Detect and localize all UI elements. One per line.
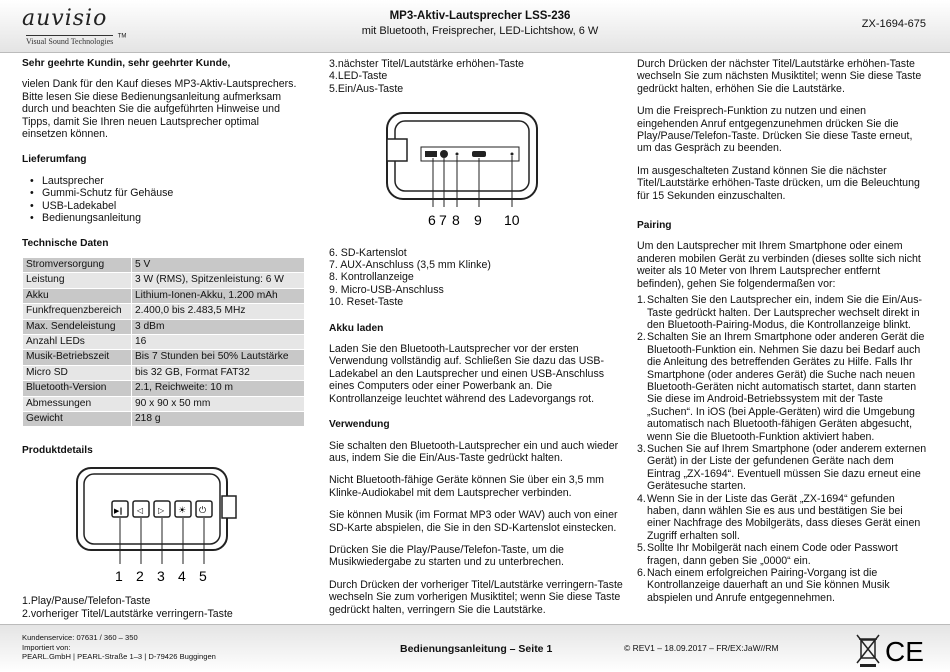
fig1-label-2: 2	[136, 567, 144, 584]
list-item: 5.Ein/Aus-Taste	[329, 82, 404, 95]
greeting: Sehr geehrte Kundin, sehr geehrter Kunde,	[22, 58, 231, 69]
verwendung-heading: Verwendung	[329, 419, 390, 431]
list-item: 4.LED-Taste	[329, 70, 388, 83]
pairing-heading: Pairing	[637, 220, 672, 232]
spec-key: Stromversorgung	[23, 257, 132, 272]
verwendung-p2: Nicht Bluetooth-fähige Geräte können Sie über ein 3,5 mm Klinke-Audiokabel mit dem Lautsprecher verbinden.	[329, 474, 605, 499]
text-p3: Im ausgeschalteten Zustand können Sie die nächster Titel/Lautstärke erhöhen-Taste drücken, um die Beleuchtung für 15 Sekunden einzuschalten.	[637, 164, 920, 202]
fig2-label-9: 9	[474, 212, 482, 229]
document-subtitle: mit Bluetooth, Freisprecher, LED-Lichtshow, 6 W	[361, 25, 599, 37]
pairing-intro: Um den Lautsprecher mit Ihrem Smartphone oder einem anderen mobilen Gerät zu verbinden (dieses sollte sich nicht weiter als 10 Meter von Ihrem Lautsprecher entfernt befinden), gehen Sie folgendermaßen vor:	[637, 240, 921, 290]
spec-value: 2.400,0 bis 2.483,5 MHz	[132, 304, 305, 319]
spec-key: Musik-Betriebszeit	[23, 350, 132, 365]
verwendung-p5: Durch Drücken der vorheriger Titel/Lautstärke verringern-Taste wechseln Sie zum vorherigen Musiktitel; wenn Sie diese Taste gedrückt halten, verringern Sie die Lautstärke.	[329, 578, 623, 616]
step-text: Suchen Sie auf Ihrem Smartphone (oder anderem externen Gerät) in der Liste der gefundenen Geräte nach dem Eintrag „ZX-1694“. Eventuell müssen Sie dazu erneut eine Gerätesuche starten.	[647, 442, 927, 493]
spec-key: Abmessungen	[23, 396, 132, 411]
intro-text: vielen Dank für den Kauf dieses MP3-Aktiv-Lautsprechers. Bitte lesen Sie diese Bedienungsanleitung aufmerksam durch und beachten Sie die aufgeführten Hinweise und Tipps, damit Sie Ihren neuen Lautsprecher optimal einsetzen können.	[22, 78, 297, 141]
footer-importer-label: Importiert von:	[22, 642, 71, 652]
footer-page-title: Bedienungsanleitung – Seite 1	[400, 643, 553, 655]
spec-value: bis 32 GB, Format FAT32	[132, 365, 305, 380]
spec-value: 2.1, Reichweite: 10 m	[132, 381, 305, 396]
list-item: 9. Micro-USB-Anschluss	[329, 283, 444, 296]
column-left	[22, 58, 306, 620]
step-text: Schalten Sie den Lautsprecher ein, indem Sie die Ein/Aus-Taste gedrückt halten. Der Lautsprecher wechselt direkt in den Bluetooth-Pairing-Modus, die Kontrollanzeige blinkt.	[647, 294, 923, 331]
step-number: 4.	[637, 492, 646, 505]
logo-tagline: Visual Sound Technologies	[26, 37, 114, 46]
footer-service: Kundenservice: 07631 / 360 – 350	[22, 633, 138, 642]
akku-heading: Akku laden	[329, 322, 384, 334]
compliance-marks	[855, 631, 935, 669]
weee-bin-icon	[857, 635, 879, 667]
spec-key: Micro SD	[23, 365, 132, 380]
list-item	[637, 294, 927, 331]
step-text: Wenn Sie in der Liste das Gerät „ZX-1694“ gefunden haben, dann wählen Sie es aus und bestätigen Sie bei einer Nachfrage des Mobilgeräts, dass dieses Gerät einen Zugriff erhalten soll.	[647, 492, 921, 542]
footer-revision: © REV1 – 18.09.2017 – FR/EX:JaW//RM	[624, 643, 779, 653]
step-text: Sollte Ihr Mobilgerät nach einem Code oder Passwort fragen, dann geben Sie „0000“ ein.	[647, 542, 898, 567]
spec-key: Leistung	[23, 273, 132, 288]
table-row	[23, 257, 305, 272]
table-row	[23, 288, 305, 303]
logo-wordmark: auvisio	[22, 6, 108, 31]
list-item: 2.vorheriger Titel/Lautstärke verringern-Taste	[22, 607, 233, 620]
spec-key: Max. Sendeleistung	[23, 319, 132, 334]
speaker-top-illustration	[22, 466, 262, 586]
akku-text: Laden Sie den Bluetooth-Lautsprecher vor der ersten Verwendung vollständig auf. Schließen Sie dazu das USB-Ladekabel an den Lautsprecher und einen USB-Anschluss eines Computers oder einer Powerbank an. Die Kontrollanzeige leuchtet während des Ladevorgangs rot.	[329, 343, 605, 405]
details-list-part3	[329, 247, 623, 309]
list-item: 7. AUX-Anschluss (3,5 mm Klinke)	[329, 259, 491, 272]
step-number: 5.	[637, 542, 646, 555]
step-text: Schalten Sie an Ihrem Smartphone oder anderen Gerät die Bluetooth-Funktion ein. Nehmen Sie dazu bei Bedarf auch die Anleitung des betreffenden Gerätes zu Hilfe. Falls Ihr Smartphone (oder anderes Gerät) die Suche nach neuen Bluetooth-Geräten nicht automatisch startet, dann starten Sie diese im Android-Betriebssystem mit der Taste „Suchen“. In iOS (bei Apple-Geräten) wird die Umgebung automatisch nach Bluetooth-fähigen Geräten abgesucht, wenn Sie die Bluetooth-Funktion aktiviert haben.	[647, 331, 925, 443]
ce-mark-icon: CE	[885, 636, 924, 667]
spec-value: 5 V	[132, 257, 305, 272]
document-title: MP3-Aktiv-Lautsprecher LSS-236	[389, 10, 571, 22]
table-row	[23, 319, 305, 334]
spec-value: Bis 7 Stunden bei 50% Lautstärke	[132, 350, 305, 365]
list-item: 8. Kontrollanzeige	[329, 271, 414, 284]
table-row	[23, 411, 305, 426]
table-row	[23, 396, 305, 411]
fig2-label-8: 8	[452, 212, 460, 229]
verwendung-p4: Drücken Sie die Play/Pause/Telefon-Taste, um die Musikwiedergabe zu starten und zu unterbrechen.	[329, 543, 564, 569]
spec-key: Anzahl LEDs	[23, 334, 132, 349]
list-item: • Bedienungsanleitung	[32, 212, 306, 224]
list-item: 3.nächster Titel/Lautstärke erhöhen-Taste	[329, 58, 524, 70]
fig1-label-3: 3	[157, 567, 165, 584]
fig2-label-10: 10	[504, 212, 520, 229]
fig1-label-1: 1	[115, 567, 123, 584]
table-row	[23, 350, 305, 365]
fig1-label-5: 5	[199, 567, 207, 584]
table-row	[23, 365, 305, 380]
article-number: ZX-1694-675	[861, 18, 926, 30]
spec-value: 3 W (RMS), Spitzenleistung: 6 W	[132, 273, 305, 288]
spec-value: Lithium-Ionen-Akku, 1.200 mAh	[132, 288, 305, 303]
details-list-part2	[329, 58, 623, 95]
details-list-part1	[22, 595, 306, 620]
list-item	[637, 443, 927, 493]
list-item: • Gummi-Schutz für Gehäuse	[32, 187, 306, 199]
text-p2: Um die Freisprech-Funktion zu nutzen und einen eingehenden Anruf entgegenzunehmen drücken Sie die Play/Pause/Telefon-Taste. Drücken Sie diese Taste erneut, um das Gespräch zu beenden.	[637, 105, 913, 155]
fig1-label-4: 4	[178, 567, 186, 584]
verwendung-p3: Sie können Musik (im Format MP3 oder WAV) auch von einer SD-Karte abspielen, die Sie in den SD-Kartenslot einstecken.	[329, 509, 618, 534]
lieferumfang-heading: Lieferumfang	[22, 154, 87, 166]
table-row	[23, 304, 305, 319]
step-number: 2.	[637, 331, 646, 344]
spec-key: Gewicht	[23, 411, 132, 426]
table-row	[23, 381, 305, 396]
list-item	[637, 331, 927, 443]
list-item: 6. SD-Kartenslot	[329, 246, 407, 259]
speaker-top-figure	[22, 466, 306, 589]
svg-text:▷: ▷	[158, 505, 165, 515]
pairing-steps	[637, 294, 927, 604]
produkt-heading: Produktdetails	[22, 445, 93, 457]
spec-value: 218 g	[132, 411, 305, 426]
svg-text:⏻: ⏻	[199, 505, 207, 516]
fig2-label-7: 7	[439, 212, 447, 229]
page-header	[0, 0, 950, 53]
list-item	[637, 493, 927, 543]
column-right	[637, 58, 927, 604]
spec-key: Funkfrequenzbereich	[23, 304, 132, 319]
speaker-side-illustration	[329, 109, 569, 237]
spec-key: Akku	[23, 288, 132, 303]
list-item	[637, 542, 927, 567]
table-row	[23, 334, 305, 349]
list-item: • Lautsprecher	[32, 175, 306, 187]
list-item: 10. Reset-Taste	[329, 296, 404, 309]
tech-table	[22, 257, 305, 427]
logo-trademark: TM	[117, 33, 127, 40]
list-item	[637, 567, 927, 604]
spec-value: 3 dBm	[132, 319, 305, 334]
svg-text:◁: ◁	[137, 505, 144, 515]
list-item: 1.Play/Pause/Telefon-Taste	[22, 595, 151, 608]
column-middle	[329, 58, 623, 626]
step-text: Nach einem erfolgreichen Pairing-Vorgang ist die Kontrollanzeige dauerhaft an und Sie können Musik abspielen und Anrufe entgegennehmen.	[647, 567, 890, 604]
verwendung-p1: Sie schalten den Bluetooth-Lautsprecher ein und auch wieder aus, indem Sie die Ein/Aus-Taste gedrückt halten.	[329, 439, 619, 464]
fig2-label-6: 6	[428, 212, 436, 229]
lieferumfang-list	[22, 175, 306, 225]
brand-logo	[22, 6, 142, 49]
spec-key: Bluetooth-Version	[23, 381, 132, 396]
svg-text:▶‖: ▶‖	[114, 506, 123, 515]
footer-contact	[22, 633, 216, 662]
svg-text:☀: ☀	[178, 505, 187, 516]
text-p1: Durch Drücken der nächster Titel/Lautstärke erhöhen-Taste wechseln Sie zum nächsten Musiktitel; wenn Sie diese Taste gedrückt halten, erhöhen Sie die Lautstärke.	[637, 58, 922, 95]
step-number: 1.	[637, 294, 646, 307]
document-title-block	[290, 10, 670, 37]
speaker-side-figure	[329, 109, 623, 240]
table-row	[23, 273, 305, 288]
list-item: • USB-Ladekabel	[32, 200, 306, 212]
spec-value: 90 x 90 x 50 mm	[132, 396, 305, 411]
footer-address: PEARL.GmbH | PEARL-Straße 1–3 | D-79426 Buggingen	[22, 652, 216, 661]
tech-heading: Technische Daten	[22, 238, 109, 250]
page-footer	[0, 624, 950, 672]
step-number: 3.	[637, 442, 646, 455]
spec-value: 16	[132, 334, 305, 349]
step-number: 6.	[637, 567, 646, 580]
